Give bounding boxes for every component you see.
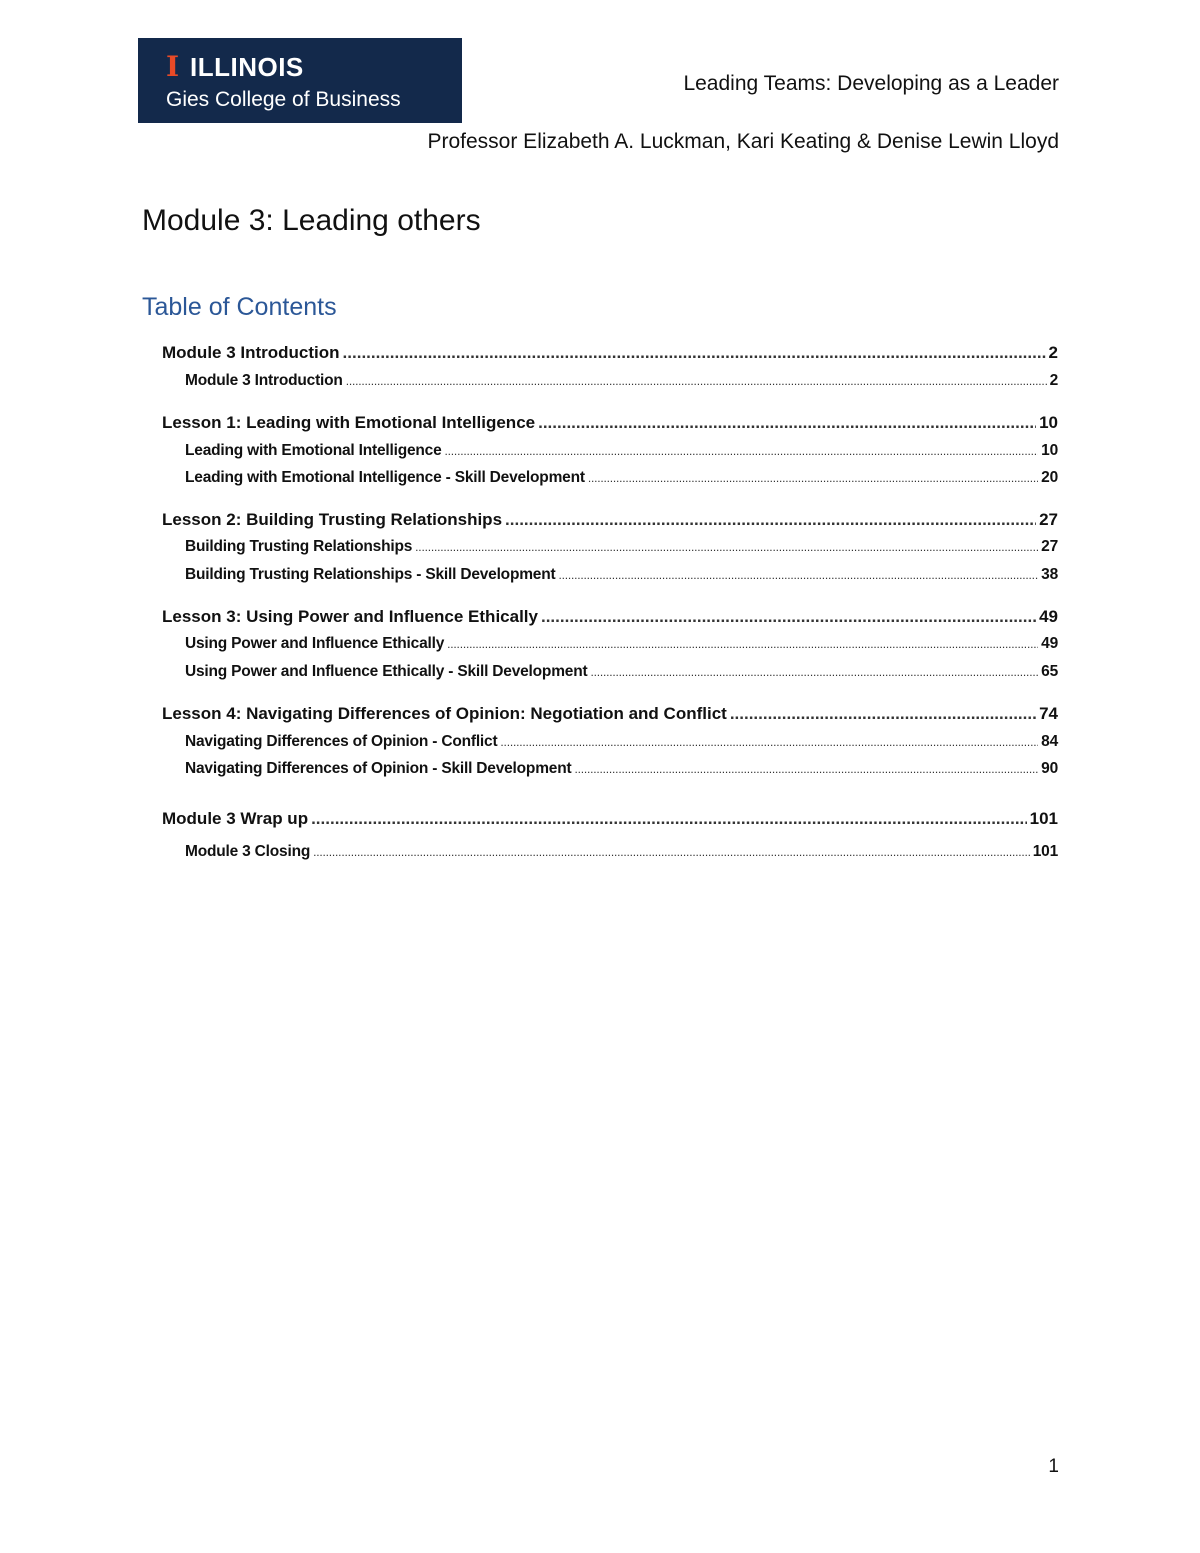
toc-entry-title: Module 3 Closing: [185, 843, 311, 860]
toc-entry-page: 49: [1039, 607, 1058, 626]
gies-logo: [138, 38, 462, 123]
toc-dot-leader: [590, 665, 1038, 679]
toc-entry-subsection[interactable]: [162, 760, 1058, 778]
toc-entry-subsection[interactable]: [162, 442, 1058, 460]
toc-entry-subsection[interactable]: [162, 843, 1058, 861]
toc-dot-leader: [574, 762, 1038, 776]
toc-entry-page: 20: [1041, 469, 1058, 486]
toc-entry-section[interactable]: [162, 510, 1058, 530]
toc-entry-page: 10: [1041, 442, 1058, 459]
toc-dot-leader: [415, 540, 1038, 554]
toc-dot-leader: [588, 471, 1038, 485]
toc-entry-title: Lesson 2: Building Trusting Relationships: [162, 510, 503, 529]
toc-dot-leader: [346, 374, 1047, 388]
toc-entry-page: 90: [1041, 760, 1058, 777]
toc-entry-subsection[interactable]: [162, 566, 1058, 584]
toc-entry-page: 74: [1039, 704, 1058, 723]
toc-entry-section[interactable]: [162, 343, 1058, 363]
toc-entry-title: Building Trusting Relationships - Skill Development: [185, 566, 556, 583]
toc-entry-subsection[interactable]: [162, 663, 1058, 681]
module-title: Module 3: Leading others: [142, 204, 481, 237]
illinois-block-i-icon: I: [166, 50, 180, 83]
toc-entry-page: 101: [1032, 843, 1058, 860]
toc-dot-leader: [343, 343, 1046, 363]
toc-entry-title: Leading with Emotional Intelligence - Skill Development: [185, 469, 585, 486]
toc-entry-subsection[interactable]: [162, 538, 1058, 556]
toc-entry-page: 10: [1039, 413, 1058, 432]
toc-entry-title: Leading with Emotional Intelligence: [185, 442, 442, 459]
toc-entry-title: Module 3 Introduction: [162, 343, 340, 362]
toc-entry-page: 27: [1041, 538, 1058, 555]
toc-dot-leader: [558, 568, 1038, 582]
toc-entry-section[interactable]: [162, 704, 1058, 724]
logo-subtitle: Gies College of Business: [166, 88, 401, 111]
toc-dot-leader: [445, 444, 1039, 458]
toc-entry-section[interactable]: [162, 607, 1058, 627]
toc-entry-title: Lesson 3: Using Power and Influence Ethically: [162, 607, 538, 626]
toc-entry-title: Module 3 Introduction: [185, 372, 343, 389]
toc-dot-leader: [313, 845, 1030, 859]
toc-entry-section[interactable]: [162, 809, 1058, 829]
toc-dot-leader: [447, 637, 1038, 651]
logo-wordmark: ILLINOIS: [190, 51, 304, 82]
toc-dot-leader: [505, 510, 1036, 530]
toc-entry-subsection[interactable]: [162, 635, 1058, 653]
toc-entry-title: Lesson 4: Navigating Differences of Opinion: Negotiation and Conflict: [162, 704, 727, 723]
toc-entry-page: 65: [1041, 663, 1058, 680]
toc-entry-subsection[interactable]: [162, 469, 1058, 487]
toc-entry-page: 101: [1029, 809, 1058, 828]
toc-dot-leader: [538, 413, 1036, 433]
toc-entry-title: Building Trusting Relationships: [185, 538, 413, 555]
toc-entry-page: 38: [1041, 566, 1058, 583]
toc-entry-subsection[interactable]: [162, 372, 1058, 390]
toc-dot-leader: [311, 809, 1027, 829]
course-title: Leading Teams: Developing as a Leader: [683, 72, 1059, 95]
toc-entry-subsection[interactable]: [162, 733, 1058, 751]
toc-entry-title: Navigating Differences of Opinion - Skill Development: [185, 760, 572, 777]
page-number: 1: [1048, 1456, 1059, 1477]
toc-dot-leader: [541, 607, 1036, 627]
authors-line: Professor Elizabeth A. Luckman, Kari Keating & Denise Lewin Lloyd: [427, 130, 1059, 153]
toc-entry-title: Using Power and Influence Ethically - Skill Development: [185, 663, 588, 680]
toc-entry-section[interactable]: [162, 413, 1058, 433]
toc-entry-page: 49: [1041, 635, 1058, 652]
toc-heading: Table of Contents: [142, 293, 337, 321]
toc-entry-title: Module 3 Wrap up: [162, 809, 309, 828]
toc-entry-page: 2: [1049, 372, 1058, 389]
toc-dot-leader: [500, 735, 1038, 749]
toc-entry-title: Using Power and Influence Ethically: [185, 635, 445, 652]
toc-entry-page: 2: [1048, 343, 1058, 362]
toc-entry-title: Lesson 1: Leading with Emotional Intelligence: [162, 413, 536, 432]
toc-entry-title: Navigating Differences of Opinion - Conflict: [185, 733, 498, 750]
toc-dot-leader: [730, 704, 1036, 724]
toc-entry-page: 27: [1039, 510, 1058, 529]
toc-entry-page: 84: [1041, 733, 1058, 750]
